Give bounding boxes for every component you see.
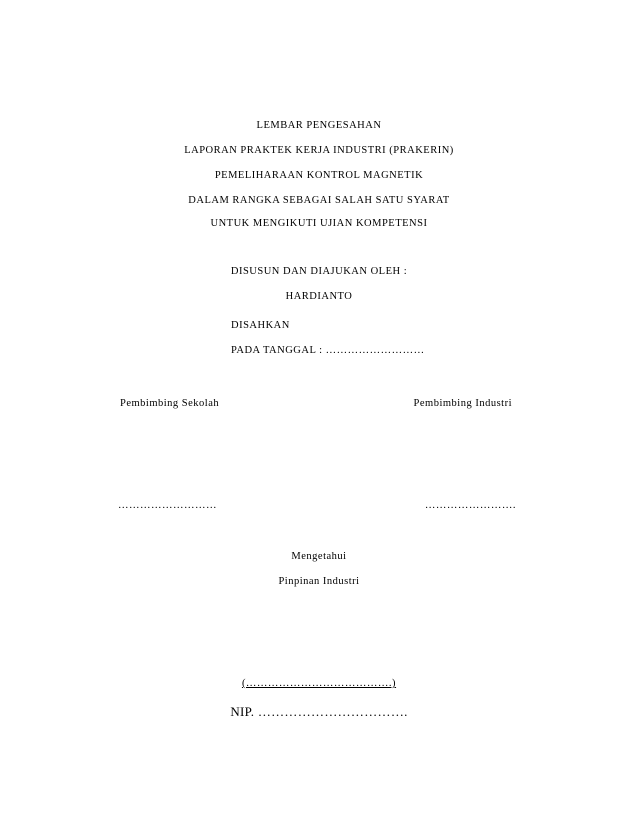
industry-supervisor-signature-line: ……………………. xyxy=(424,500,516,511)
leader-name-placeholder: (………………………………….) xyxy=(241,678,397,689)
acknowledge-label: Mengetahui xyxy=(291,551,347,562)
industry-leader-label: Pinpinan Industri xyxy=(278,576,360,587)
approval-date: PADA TANGGAL : ……………………… xyxy=(231,345,425,356)
document-title: LEMBAR PENGESAHAN xyxy=(256,120,382,131)
school-supervisor-label: Pembimbing Sekolah xyxy=(120,398,220,409)
author-name: HARDIANTO xyxy=(285,291,353,302)
industry-supervisor-label: Pembimbing Industri xyxy=(413,398,512,409)
nip-line: NIP. ……………………………. xyxy=(230,704,408,719)
report-purpose-line-2: UNTUK MENGIKUTI UJIAN KOMPETENSI xyxy=(210,218,428,229)
approval-label: DISAHKAN xyxy=(231,320,290,331)
author-label: DISUSUN DAN DIAJUKAN OLEH : xyxy=(230,266,408,277)
report-subject-line: PEMELIHARAAN KONTROL MAGNETIK xyxy=(214,170,424,181)
report-purpose-line: DALAM RANGKA SEBAGAI SALAH SATU SYARAT xyxy=(188,195,450,206)
report-title-line: LAPORAN PRAKTEK KERJA INDUSTRI (PRAKERIN) xyxy=(184,145,454,156)
school-supervisor-signature-line: ……………………… xyxy=(118,500,217,511)
